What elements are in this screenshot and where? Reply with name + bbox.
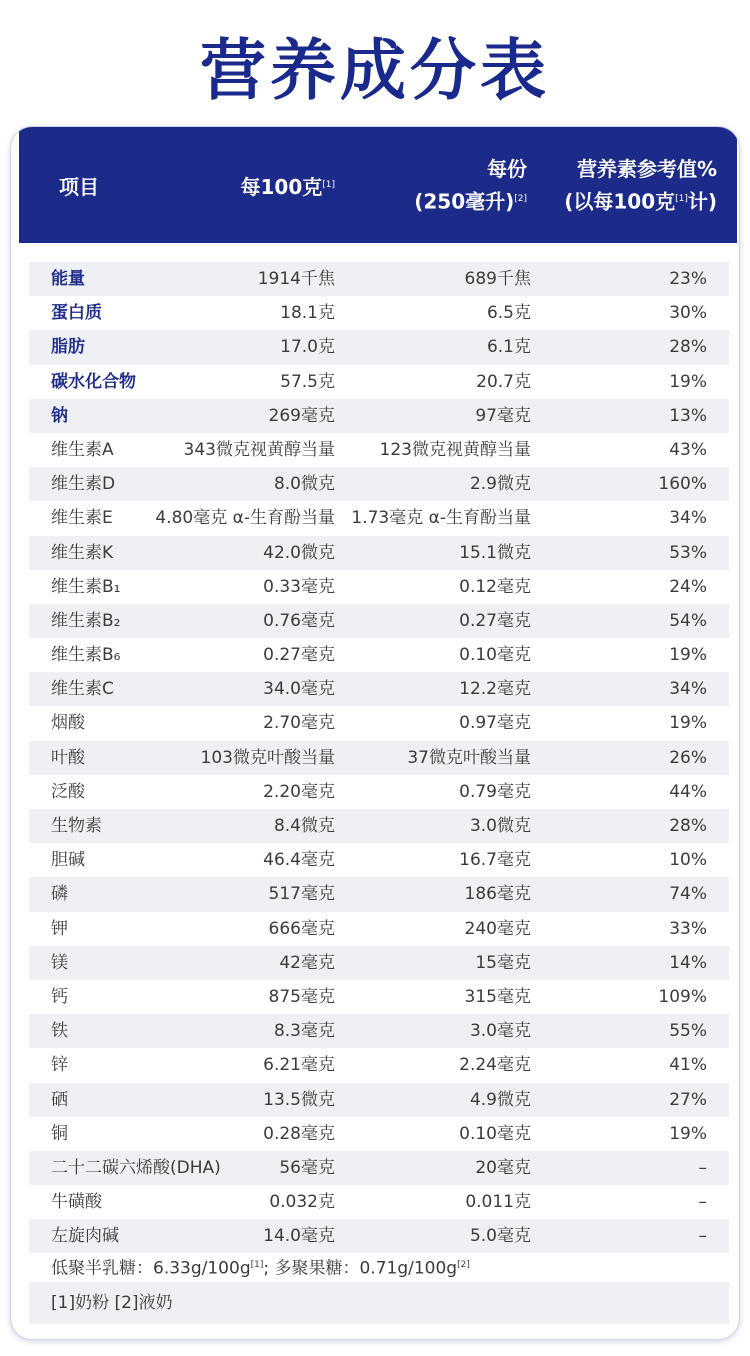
nrv-value: 109% bbox=[658, 986, 707, 1007]
nrv-value: 28% bbox=[669, 337, 707, 358]
per100-value: 42毫克 bbox=[279, 952, 335, 973]
nutrient-name: 维生素B₆ bbox=[51, 645, 121, 666]
table-row bbox=[29, 1117, 729, 1151]
per100-value: 13.5微克 bbox=[263, 1089, 335, 1110]
serving-value: 2.9微克 bbox=[469, 474, 531, 495]
nrv-value: 19% bbox=[669, 645, 707, 666]
serving-value: 5.0毫克 bbox=[469, 1226, 531, 1247]
table-row bbox=[29, 570, 729, 604]
table-row bbox=[29, 1014, 729, 1048]
nutrient-name: 维生素B₂ bbox=[51, 610, 121, 631]
footnote-legend bbox=[29, 1282, 729, 1324]
per100-value: 4.80毫克 α-生育酚当量 bbox=[155, 508, 335, 529]
per100-value: 17.0克 bbox=[280, 337, 335, 358]
serving-value: 4.9微克 bbox=[469, 1089, 531, 1110]
per100-value: 103微克叶酸当量 bbox=[200, 747, 335, 768]
header-serving-line1: 每份 bbox=[487, 156, 527, 181]
footnote-note1: [1] bbox=[250, 1260, 264, 1270]
per100-value: 57.5克 bbox=[280, 371, 335, 392]
nrv-value: 14% bbox=[669, 952, 707, 973]
per100-value: 46.4毫克 bbox=[263, 850, 335, 871]
per100-value: 0.28毫克 bbox=[263, 1123, 335, 1144]
table-row bbox=[29, 262, 729, 296]
footnote-oligosaccharides bbox=[51, 1250, 470, 1284]
per100-value: 14.0毫克 bbox=[263, 1226, 335, 1247]
nrv-value: 43% bbox=[669, 439, 707, 460]
serving-value: 123微克视黄醇当量 bbox=[379, 439, 531, 460]
nrv-value: 160% bbox=[658, 474, 707, 495]
table-row bbox=[29, 1083, 729, 1117]
table-row bbox=[29, 433, 729, 467]
per100-value: 8.4微克 bbox=[273, 816, 335, 836]
per100-value: 1914千焦 bbox=[257, 269, 335, 289]
nrv-value: 19% bbox=[669, 371, 707, 392]
nutrient-name: 维生素C bbox=[51, 679, 114, 700]
nutrient-name: 硒 bbox=[51, 1089, 68, 1110]
per100-value: 2.20毫克 bbox=[263, 781, 335, 802]
nrv-value: 27% bbox=[669, 1089, 707, 1110]
nutrient-name: 胆碱 bbox=[51, 850, 85, 871]
nutrient-name: 牛磺酸 bbox=[51, 1192, 102, 1213]
table-row bbox=[29, 604, 729, 638]
nutrient-name: 钾 bbox=[51, 918, 68, 939]
table-row bbox=[29, 912, 729, 946]
nutrient-name: 维生素E bbox=[51, 508, 113, 529]
per100-value: 0.032克 bbox=[269, 1192, 335, 1213]
table-row bbox=[29, 330, 729, 364]
per100-value: 8.3毫克 bbox=[273, 1021, 335, 1042]
per100-value: 269毫克 bbox=[268, 405, 335, 426]
header-nrv-line2b: 计) bbox=[687, 189, 717, 214]
nutrient-name: 能量 bbox=[51, 269, 85, 289]
per100-value: 42.0微克 bbox=[263, 542, 335, 563]
serving-value: 97毫克 bbox=[475, 405, 531, 426]
nrv-value: 13% bbox=[669, 405, 707, 426]
table-row bbox=[29, 775, 729, 809]
header-item-label: 项目 bbox=[59, 174, 99, 199]
serving-value: 0.12毫克 bbox=[459, 576, 531, 597]
footnote-part2: ; 多聚果糖：0.71g/100g bbox=[263, 1258, 458, 1279]
per100-value: 517毫克 bbox=[268, 884, 335, 905]
serving-value: 0.97毫克 bbox=[459, 713, 531, 734]
table-row bbox=[29, 706, 729, 740]
serving-value: 3.0微克 bbox=[469, 816, 531, 836]
table-row bbox=[29, 399, 729, 433]
nutrient-name: 生物素 bbox=[51, 816, 102, 836]
serving-value: 315毫克 bbox=[464, 986, 531, 1007]
nutrient-name: 烟酸 bbox=[51, 713, 85, 734]
serving-value: 20毫克 bbox=[475, 1157, 531, 1178]
serving-value: 186毫克 bbox=[464, 884, 531, 905]
serving-value: 0.10毫克 bbox=[459, 645, 531, 666]
per100-value: 8.0微克 bbox=[273, 474, 335, 495]
nrv-value: – bbox=[698, 1226, 707, 1247]
nrv-value: 30% bbox=[669, 303, 707, 324]
nrv-value: 24% bbox=[669, 576, 707, 597]
serving-value: 6.1克 bbox=[486, 337, 531, 358]
table-row bbox=[29, 741, 729, 775]
per100-value: 666毫克 bbox=[268, 918, 335, 939]
table-row bbox=[29, 980, 729, 1014]
table-body bbox=[29, 262, 729, 1253]
table-row bbox=[29, 296, 729, 330]
serving-value: 0.011克 bbox=[465, 1192, 531, 1213]
table-row bbox=[29, 1048, 729, 1082]
table-row bbox=[29, 809, 729, 843]
nutrient-name: 蛋白质 bbox=[51, 303, 102, 324]
table-row bbox=[29, 501, 729, 535]
nrv-value: 54% bbox=[669, 610, 707, 631]
nrv-value: 10% bbox=[669, 850, 707, 871]
nutrient-name: 锌 bbox=[51, 1055, 68, 1076]
nutrient-name: 维生素K bbox=[51, 542, 114, 563]
serving-value: 12.2毫克 bbox=[459, 679, 531, 700]
header-per100-label: 每100克 bbox=[240, 174, 323, 199]
serving-value: 15.1微克 bbox=[459, 542, 531, 563]
per100-value: 34.0毫克 bbox=[263, 679, 335, 700]
footnote-legend-text: [1]奶粉 [2]液奶 bbox=[51, 1293, 173, 1313]
table-row bbox=[29, 1185, 729, 1219]
table-row bbox=[29, 877, 729, 911]
per100-value: 875毫克 bbox=[268, 986, 335, 1007]
nutrient-name: 维生素A bbox=[51, 439, 114, 460]
serving-value: 15毫克 bbox=[475, 952, 531, 973]
per100-value: 56毫克 bbox=[279, 1157, 335, 1178]
nutrient-name: 镁 bbox=[51, 952, 68, 973]
nutrient-name: 维生素B₁ bbox=[51, 576, 121, 597]
per100-value: 343微克视黄醇当量 bbox=[183, 439, 335, 460]
nrv-value: 28% bbox=[669, 816, 707, 836]
serving-value: 2.24毫克 bbox=[459, 1055, 531, 1076]
per100-value: 18.1克 bbox=[280, 303, 335, 324]
footnote-note2: [2] bbox=[457, 1260, 470, 1270]
serving-value: 16.7毫克 bbox=[459, 850, 531, 871]
table-row bbox=[29, 1151, 729, 1185]
nrv-value: – bbox=[698, 1157, 707, 1178]
header-per100 bbox=[169, 127, 335, 243]
serving-value: 37微克叶酸当量 bbox=[407, 747, 531, 768]
table-row bbox=[29, 638, 729, 672]
nrv-value: 53% bbox=[669, 542, 707, 563]
serving-value: 689千焦 bbox=[464, 269, 531, 289]
nutrient-name: 二十二碳六烯酸(DHA) bbox=[51, 1157, 221, 1178]
nrv-value: 34% bbox=[669, 679, 707, 700]
nrv-value: 23% bbox=[669, 269, 707, 289]
nutrient-name: 钠 bbox=[51, 405, 68, 426]
nutrition-table-card bbox=[10, 126, 740, 1340]
serving-value: 6.5克 bbox=[486, 303, 531, 324]
per100-value: 0.27毫克 bbox=[263, 645, 335, 666]
per100-value: 0.33毫克 bbox=[263, 576, 335, 597]
nutrient-name: 铜 bbox=[51, 1123, 68, 1144]
table-row bbox=[29, 365, 729, 399]
footnote-part1: 低聚半乳糖：6.33g/100g bbox=[51, 1258, 251, 1279]
nutrient-name: 脂肪 bbox=[51, 337, 85, 358]
table-row bbox=[29, 946, 729, 980]
per100-value: 6.21毫克 bbox=[263, 1055, 335, 1076]
nrv-value: 34% bbox=[669, 508, 707, 529]
per100-value: 0.76毫克 bbox=[263, 610, 335, 631]
nutrient-name: 碳水化合物 bbox=[51, 371, 136, 392]
nrv-value: – bbox=[698, 1192, 707, 1213]
serving-value: 0.79毫克 bbox=[459, 781, 531, 802]
nutrient-name: 叶酸 bbox=[51, 747, 85, 768]
table-row bbox=[29, 672, 729, 706]
table-row bbox=[29, 843, 729, 877]
nutrient-name: 磷 bbox=[51, 884, 68, 905]
serving-value: 0.27毫克 bbox=[459, 610, 531, 631]
nrv-value: 44% bbox=[669, 781, 707, 802]
nrv-value: 19% bbox=[669, 1123, 707, 1144]
serving-value: 20.7克 bbox=[476, 371, 531, 392]
header-nrv-line1: 营养素参考值% bbox=[576, 156, 717, 181]
header-serving bbox=[379, 127, 527, 243]
nutrient-name: 泛酸 bbox=[51, 781, 85, 802]
nrv-value: 19% bbox=[669, 713, 707, 734]
nutrient-name: 左旋肉碱 bbox=[51, 1226, 119, 1247]
nrv-value: 33% bbox=[669, 918, 707, 939]
nrv-value: 26% bbox=[669, 747, 707, 768]
table-row bbox=[29, 1219, 729, 1253]
table-row bbox=[29, 467, 729, 501]
serving-value: 3.0毫克 bbox=[469, 1021, 531, 1042]
header-nrv-note: [1] bbox=[675, 193, 688, 204]
nutrient-name: 维生素D bbox=[51, 474, 116, 495]
header-serving-line2: (250毫升) bbox=[414, 189, 515, 214]
serving-value: 0.10毫克 bbox=[459, 1123, 531, 1144]
header-serving-note: [2] bbox=[514, 193, 527, 204]
header-per100-note: [1] bbox=[322, 180, 335, 190]
per100-value: 2.70毫克 bbox=[263, 713, 335, 734]
serving-value: 1.73毫克 α-生育酚当量 bbox=[351, 508, 531, 529]
nrv-value: 74% bbox=[669, 884, 707, 905]
serving-value: 240毫克 bbox=[464, 918, 531, 939]
header-item bbox=[59, 127, 99, 243]
table-header bbox=[19, 127, 737, 243]
nrv-value: 41% bbox=[669, 1055, 707, 1076]
header-nrv bbox=[539, 127, 717, 243]
table-row bbox=[29, 536, 729, 570]
nutrient-name: 钙 bbox=[51, 986, 68, 1007]
nutrient-name: 铁 bbox=[51, 1021, 68, 1042]
nrv-value: 55% bbox=[669, 1021, 707, 1042]
page-title: 营养成分表 bbox=[200, 32, 550, 109]
header-nrv-line2a: (以每100克 bbox=[564, 189, 676, 214]
